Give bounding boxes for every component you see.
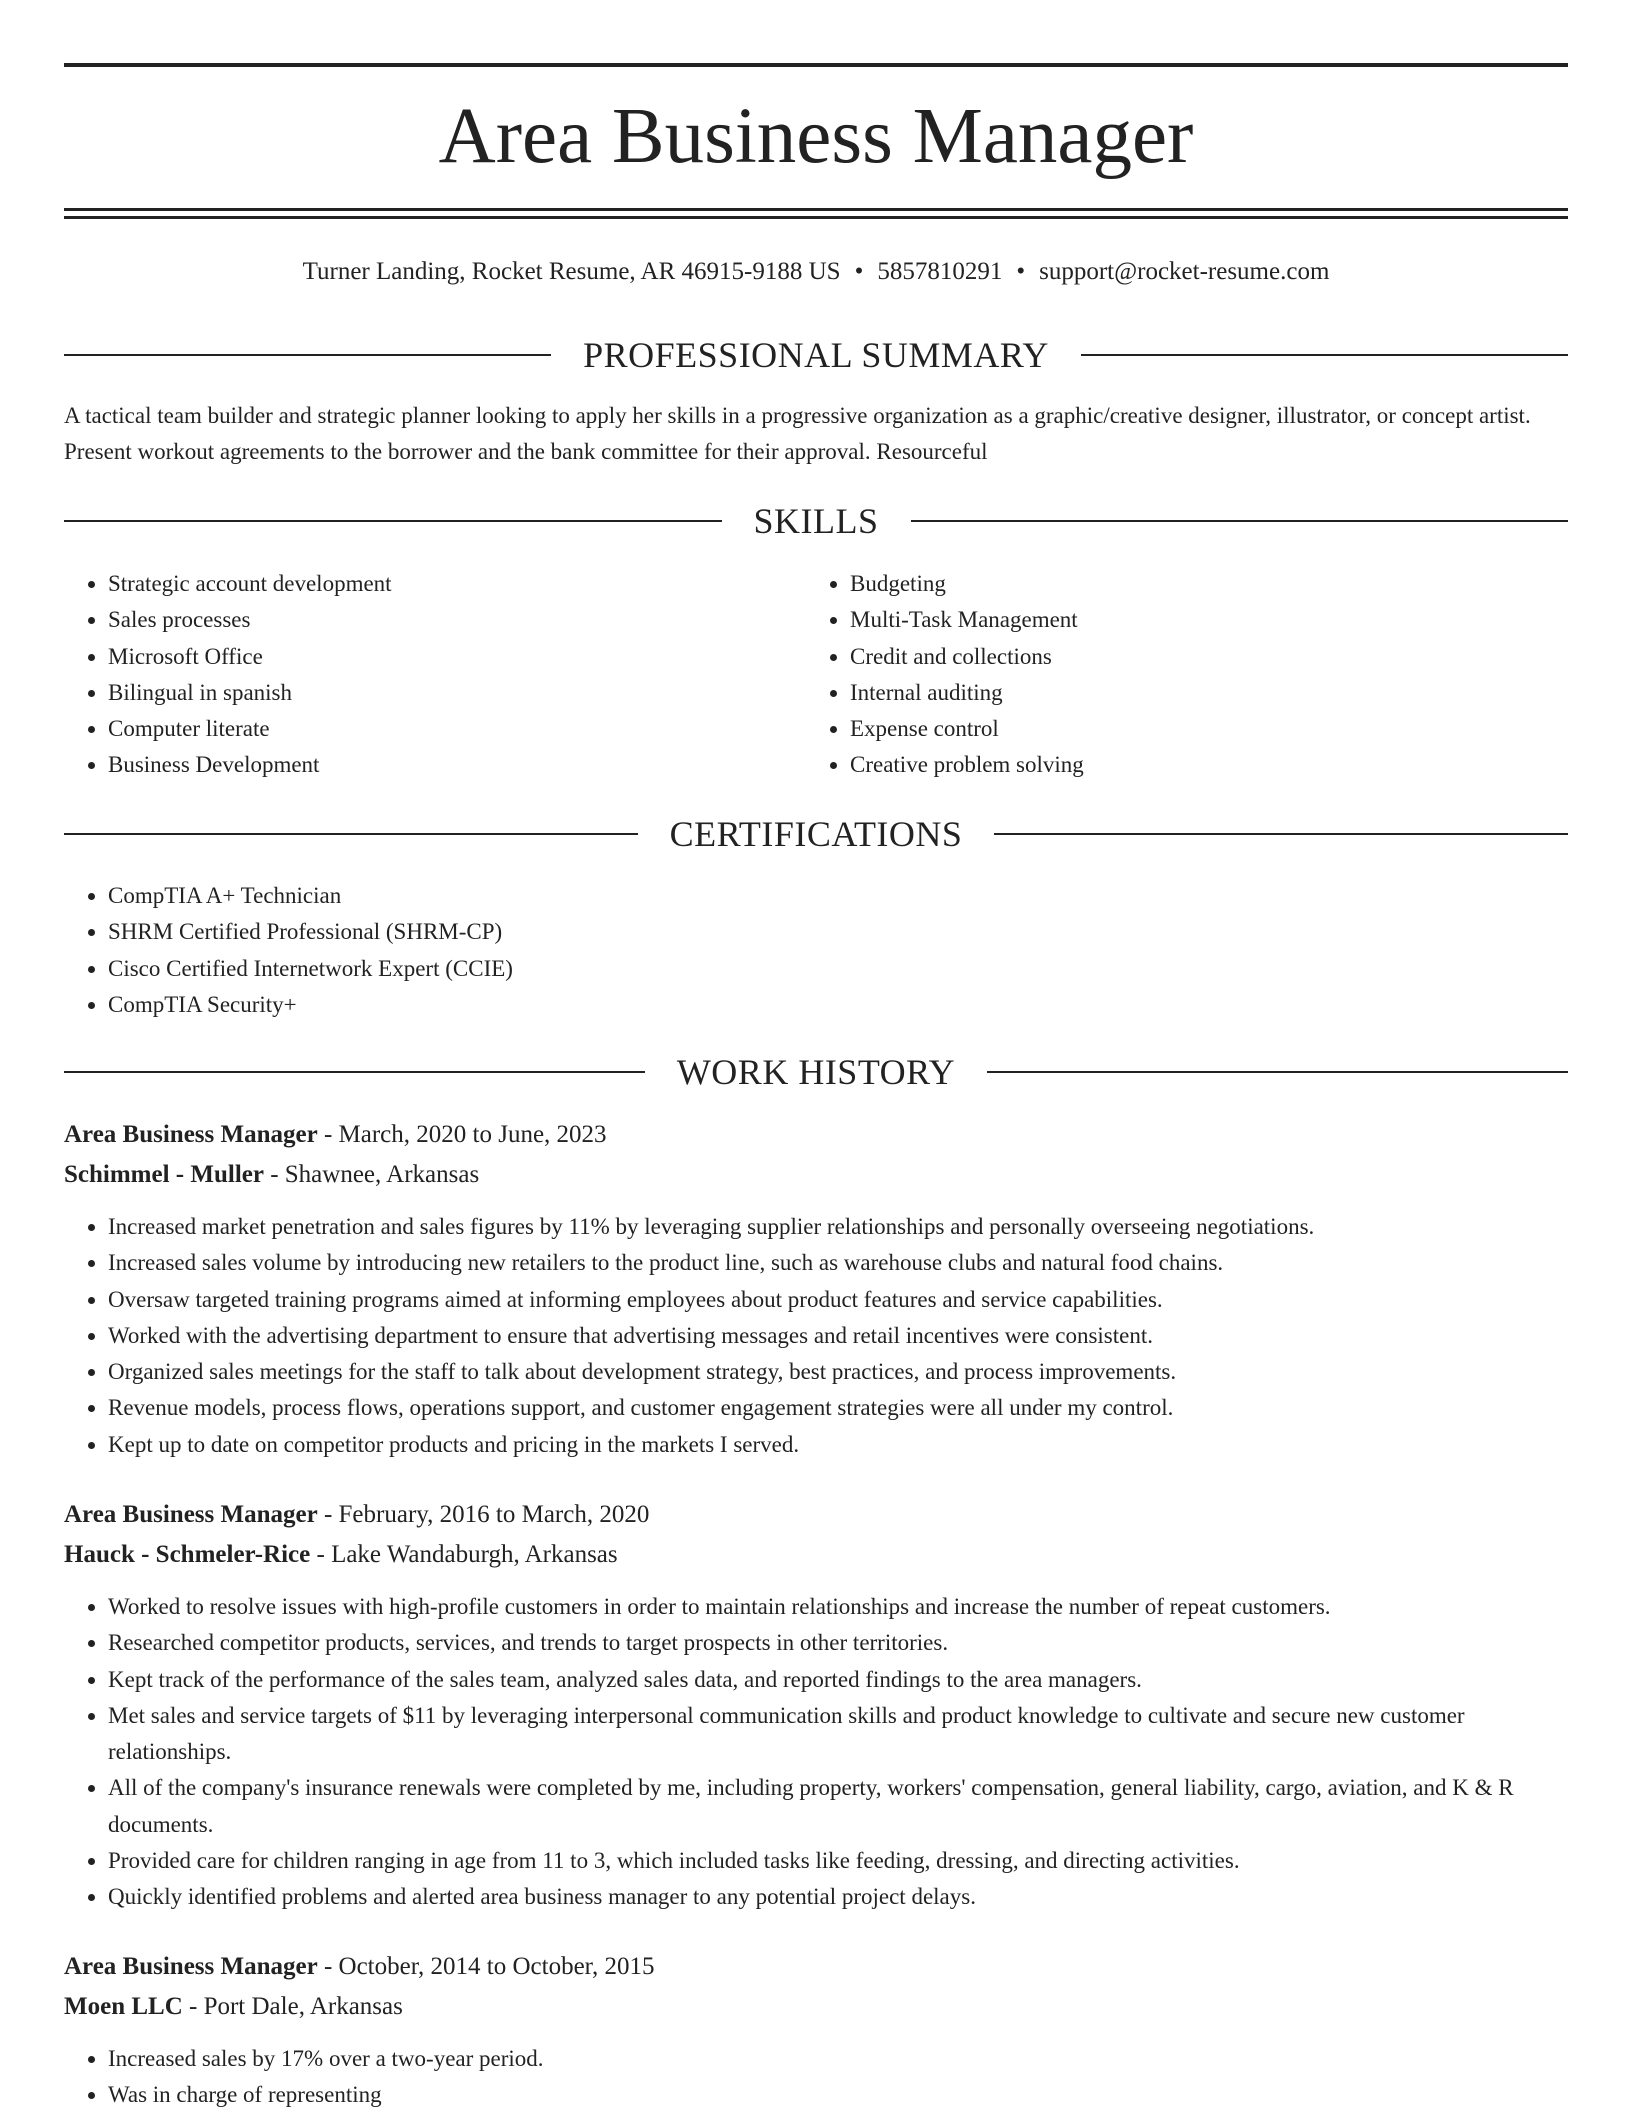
heading-rule [64,1071,645,1073]
contact-email: support@rocket-resume.com [1039,258,1330,285]
section-heading-certifications [64,812,1568,856]
job-duty-item: • Kept track of the performance of the sales team, analyzed sales data, and reported findings to the area managers. [108,1662,1568,1698]
job-company: Moen LLC [64,1993,183,2020]
heading-rule [911,520,1569,522]
skill-item: • Strategic account development [108,566,808,602]
job-title-line: Area Business Manager - March, 2020 to June, 2023 [64,1121,607,1148]
heading-rule [1081,354,1568,356]
job-duty-item: • Increased market penetration and sales figures by 11% by leveraging supplier relationships and personally overseeing negotiations. [108,1209,1568,1245]
heading-rule [64,520,722,522]
section-heading-work-history [64,1050,1568,1094]
job-title-line: Area Business Manager - October, 2014 to October, 2015 [64,1953,655,1980]
skills-list-right [806,566,1550,784]
job-dates: March, 2020 to June, 2023 [338,1121,607,1148]
section-title: WORK HISTORY [676,1052,956,1092]
certification-item: • CompTIA A+ Technician [108,878,1568,914]
job-company-line: Hauck - Schmeler-Rice - Lake Wandaburgh, Arkansas [64,1541,618,1568]
job-dates: February, 2016 to March, 2020 [338,1501,650,1528]
heading-rule [64,833,638,835]
job-duty-item: • Oversaw targeted training programs aimed at informing employees about product features and service capabilities. [108,1282,1568,1318]
heading-rule [994,833,1568,835]
contact-separator: • [854,258,864,285]
section-title: PROFESSIONAL SUMMARY [583,335,1049,375]
job-location: Shawnee, Arkansas [284,1161,480,1188]
job-title: Area Business Manager [64,1121,318,1148]
job-duty-item: • Increased sales by 17% over a two-year period. [108,2041,1568,2077]
job-location: Lake Wandaburgh, Arkansas [331,1541,618,1568]
job-duty-item: • Was in charge of representing [108,2077,1568,2113]
skill-item: • Creative problem solving [850,747,1550,783]
skill-item: • Computer literate [108,711,808,747]
job-duty-item: • Provided care for children ranging in age from 11 to 3, which included tasks like feeding, dressing, and directing activities. [108,1843,1568,1879]
job-duty-item: • Increased sales volume by introducing new retailers to the product line, such as warehouse clubs and natural food chains. [108,1245,1568,1281]
job-duties-list [64,2041,1568,2114]
skill-item: • Microsoft Office [108,639,808,675]
job-duty-item: • Worked with the advertising department to ensure that advertising messages and retail incentives were consistent. [108,1318,1568,1354]
double-rule-lower [64,216,1568,219]
job-duty-item: • Revenue models, process flows, operations support, and customer engagement strategies were all under my control. [108,1390,1568,1426]
certification-item: • Cisco Certified Internetwork Expert (CCIE) [108,951,1568,987]
job-duty-item: • Kept up to date on competitor products and pricing in the markets I served. [108,1427,1568,1463]
section-title: CERTIFICATIONS [669,814,963,854]
job-duty-item: • Quickly identified problems and alerted area business manager to any potential project delays. [108,1879,1568,1915]
job-dates: October, 2014 to October, 2015 [338,1953,655,1980]
heading-rule [987,1071,1568,1073]
job-company-line: Schimmel - Muller - Shawnee, Arkansas [64,1161,480,1188]
summary-text: A tactical team builder and strategic planner looking to apply her skills in a progressive organization as a graphic/creative designer, illustrator, or concept artist. Present workout agreements to the borrower and the bank committee for their approval. Resourceful [64,403,1531,464]
section-title: SKILLS [753,501,879,541]
skill-item: • Multi-Task Management [850,602,1550,638]
contact-address: Turner Landing, Rocket Resume, AR 46915-9188 US [302,258,841,285]
contact-line [64,254,1568,290]
contact-phone: 5857810291 [877,258,1003,285]
job-duty-item: • Organized sales meetings for the staff to talk about development strategy, best practices, and process improvements. [108,1354,1568,1390]
certification-item: • CompTIA Security+ [108,987,1568,1023]
job-title: Area Business Manager [64,1501,318,1528]
heading-rule [64,354,551,356]
resume-title: Area Business Manager [438,93,1194,180]
job-company: Schimmel - Muller [64,1161,264,1188]
job-duty-item: • Met sales and service targets of $11 by leveraging interpersonal communication skills and product knowledge to cultivate and secure new customer relationships. [108,1698,1568,1771]
skill-item: • Business Development [108,747,808,783]
job-location: Port Dale, Arkansas [203,1993,403,2020]
job-company-line: Moen LLC - Port Dale, Arkansas [64,1993,403,2020]
certification-item: • SHRM Certified Professional (SHRM-CP) [108,914,1568,950]
skill-item: • Budgeting [850,566,1550,602]
job-company: Hauck - Schmeler-Rice [64,1541,311,1568]
skill-item: • Credit and collections [850,639,1550,675]
job-title: Area Business Manager [64,1953,318,1980]
section-heading-skills [64,499,1568,543]
skill-item: • Internal auditing [850,675,1550,711]
double-rule-upper [64,208,1568,211]
job-title-line: Area Business Manager - February, 2016 to March, 2020 [64,1501,650,1528]
skill-item: • Bilingual in spanish [108,675,808,711]
skill-item: • Sales processes [108,602,808,638]
certifications-list [64,878,1568,1023]
top-rule [64,63,1568,67]
job-duty-item: • Worked to resolve issues with high-profile customers in order to maintain relationships and increase the number of repeat customers. [108,1589,1568,1625]
skill-item: • Expense control [850,711,1550,747]
job-duty-item: • All of the company's insurance renewals were completed by me, including property, workers' compensation, general liability, cargo, aviation, and K & R documents. [108,1770,1568,1843]
job-duty-item: • Researched competitor products, services, and trends to target prospects in other territories. [108,1625,1568,1661]
contact-separator: • [1016,258,1026,285]
section-heading-summary [64,333,1568,377]
job-duties-list [64,1209,1568,1463]
skills-list-left [64,566,808,784]
job-duties-list [64,1589,1568,1916]
